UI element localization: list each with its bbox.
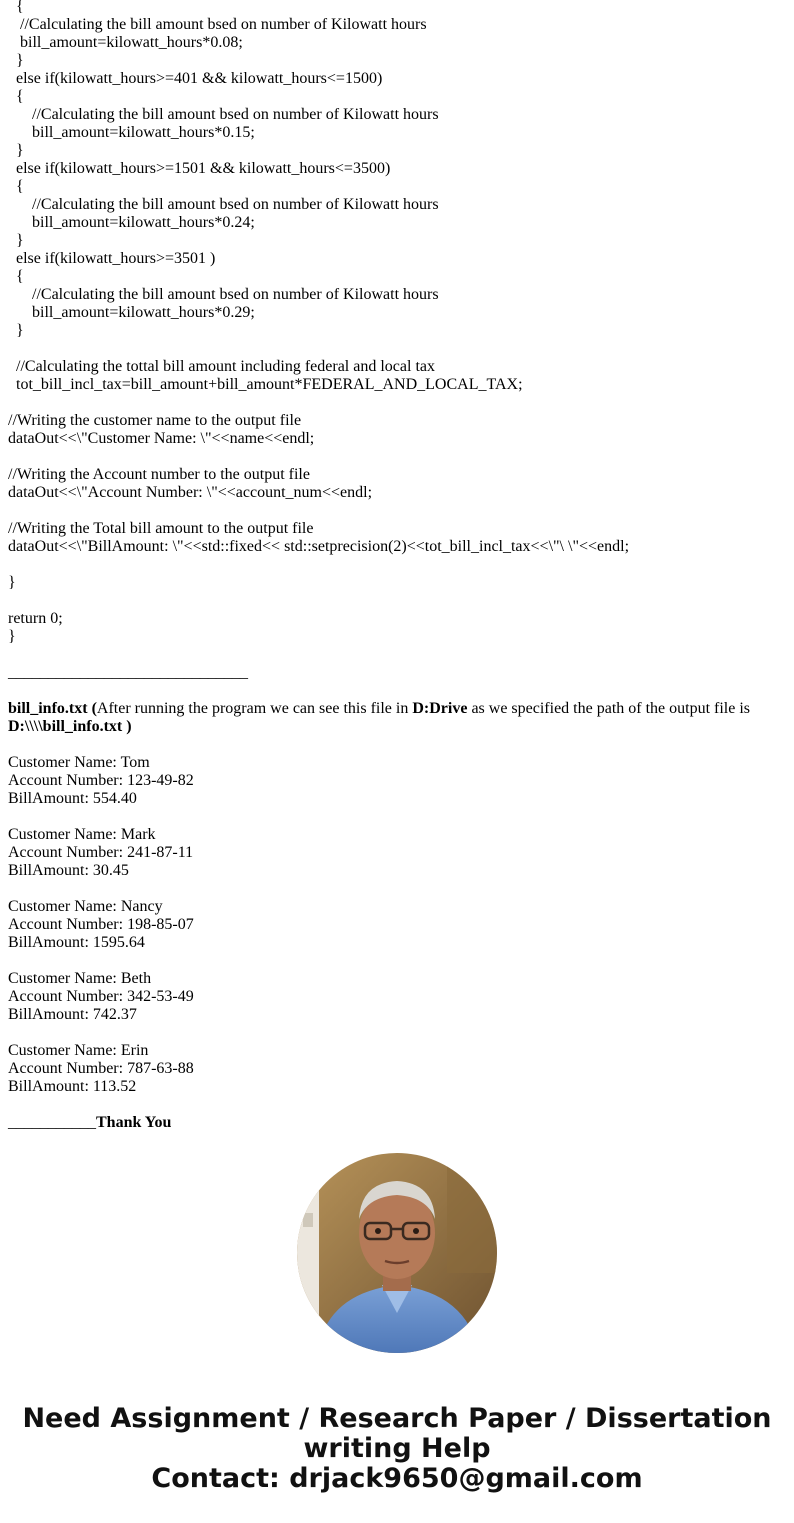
- code-line: tot_bill_incl_tax=bill_amount+bill_amount*FEDERAL_AND_LOCAL_TAX;: [8, 376, 523, 393]
- footer-line-2: writing Help: [303, 1433, 491, 1464]
- code-line: bill_amount=kilowatt_hours*0.29;: [8, 304, 255, 321]
- bill-amount: BillAmount: 742.37: [8, 1006, 137, 1023]
- code-line: dataOut<<\"BillAmount: \"<<std::fixed<< std::setprecision(2)<<tot_bill_incl_tax<<\"\ \"<<endl;: [8, 538, 630, 555]
- account-number: Account Number: 198-85-07: [8, 916, 194, 933]
- code-line: else if(kilowatt_hours>=1501 && kilowatt_hours<=3500): [8, 160, 391, 177]
- separator-line: ______________________________: [8, 664, 248, 681]
- code-line: //Calculating the bill amount bsed on number of Kilowatt hours: [8, 16, 427, 33]
- code-line: return 0;: [8, 610, 63, 627]
- customer-record: [8, 970, 786, 1024]
- code-line: //Calculating the bill amount bsed on number of Kilowatt hours: [8, 286, 439, 303]
- code-line: [8, 394, 786, 412]
- code-line: [8, 340, 786, 358]
- thank-you-line: ___________Thank You: [8, 1114, 172, 1131]
- code-line: [8, 502, 786, 520]
- account-number: Account Number: 241-87-11: [8, 844, 194, 861]
- code-line: }: [8, 628, 16, 645]
- code-line: //Calculating the bill amount bsed on number of Kilowatt hours: [8, 196, 439, 213]
- code-line: }: [8, 322, 24, 339]
- code-line: }: [8, 574, 16, 591]
- bill-amount: BillAmount: 113.52: [8, 1078, 137, 1095]
- code-line: bill_amount=kilowatt_hours*0.08;: [8, 34, 243, 51]
- code-line: //Writing the Total bill amount to the output file: [8, 520, 314, 537]
- customer-record: [8, 754, 786, 808]
- customer-record: [8, 898, 786, 952]
- document-body: [8, 0, 786, 1132]
- bill-amount: BillAmount: 554.40: [8, 790, 137, 807]
- code-listing: [8, 0, 786, 646]
- footer-line-1: Need Assignment / Research Paper / Dissertation: [22, 1403, 772, 1434]
- thank-you-text: Thank You: [96, 1114, 172, 1131]
- code-line: //Writing the customer name to the output file: [8, 412, 302, 429]
- output-filename: bill_info.txt: [8, 700, 88, 717]
- bill-amount: BillAmount: 30.45: [8, 862, 129, 879]
- customer-record: [8, 826, 786, 880]
- account-number: Account Number: 123-49-82: [8, 772, 194, 789]
- customer-name: Customer Name: Erin: [8, 1042, 149, 1059]
- output-file-description: After running the program we can see this file in: [96, 700, 413, 717]
- customer-record: [8, 1042, 786, 1096]
- code-line: [8, 448, 786, 466]
- author-photo: [297, 1153, 497, 1353]
- output-file-note: bill_info.txt (After running the program we can see this file in D:Drive as we specified the path of the output file is D:\\\\bill_info.txt ): [8, 700, 751, 735]
- code-line: else if(kilowatt_hours>=401 && kilowatt_hours<=1500): [8, 70, 383, 87]
- code-line: {: [8, 88, 24, 105]
- account-number: Account Number: 787-63-88: [8, 1060, 194, 1077]
- code-line: //Calculating the bill amount bsed on number of Kilowatt hours: [8, 106, 439, 123]
- code-line: {: [8, 178, 24, 195]
- customer-name: Customer Name: Nancy: [8, 898, 163, 915]
- code-line: [8, 556, 786, 574]
- customer-name: Customer Name: Tom: [8, 754, 150, 771]
- footer-banner: [0, 1404, 794, 1494]
- drive-label: D:Drive: [412, 700, 468, 717]
- code-line: bill_amount=kilowatt_hours*0.24;: [8, 214, 255, 231]
- code-line: }: [8, 52, 24, 69]
- code-line: {: [8, 0, 24, 15]
- bill-amount: BillAmount: 1595.64: [8, 934, 145, 951]
- code-line: //Calculating the tottal bill amount including federal and local tax: [8, 358, 435, 375]
- code-line: [8, 592, 786, 610]
- code-line: {: [8, 268, 24, 285]
- customer-name: Customer Name: Beth: [8, 970, 152, 987]
- code-line: dataOut<<\"Customer Name: \"<<name<<endl;: [8, 430, 315, 447]
- code-line: else if(kilowatt_hours>=3501 ): [8, 250, 216, 267]
- code-line: //Writing the Account number to the output file: [8, 466, 310, 483]
- footer-contact: Contact: drjack9650@gmail.com: [151, 1463, 643, 1494]
- customer-records: [8, 736, 786, 1096]
- code-line: }: [8, 232, 24, 249]
- code-line: bill_amount=kilowatt_hours*0.15;: [8, 124, 255, 141]
- customer-name: Customer Name: Mark: [8, 826, 156, 843]
- account-number: Account Number: 342-53-49: [8, 988, 194, 1005]
- code-line: dataOut<<\"Account Number: \"<<account_num<<endl;: [8, 484, 373, 501]
- output-file-path: D:\\\\bill_info.txt ): [8, 718, 132, 735]
- code-line: }: [8, 142, 24, 159]
